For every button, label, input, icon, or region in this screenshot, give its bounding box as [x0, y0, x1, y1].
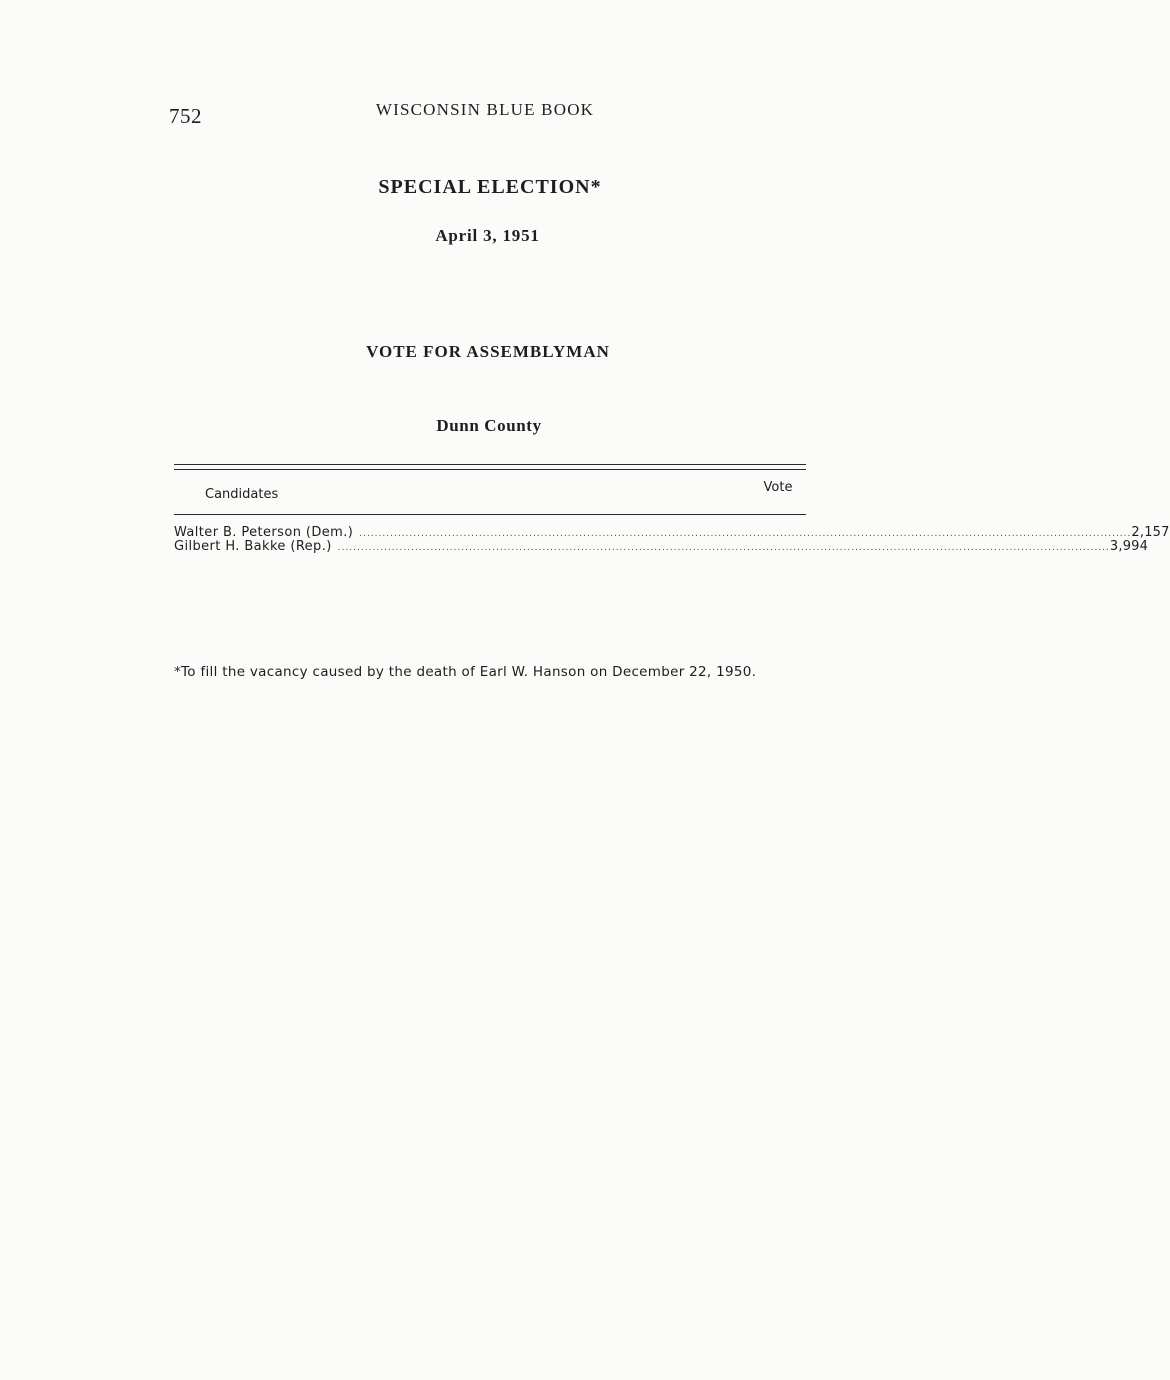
section-title: VOTE FOR ASSEMBLYMAN: [366, 342, 610, 361]
candidate-name: Walter B. Peterson (Dem.): [174, 525, 354, 540]
table-row: [174, 539, 1149, 554]
county-heading: Dunn County: [436, 416, 542, 435]
footnote: *To fill the vacancy caused by the death of Earl W. Hanson on December 22, 1950.: [174, 664, 757, 680]
table-header-rule: [174, 514, 806, 515]
column-header-candidates: Candidates: [205, 487, 279, 502]
results-table: [174, 525, 1170, 554]
vote-count: 3,994: [1109, 539, 1149, 554]
table-row: [174, 525, 1170, 540]
dot-leader: ........................................................................................................................................................................................................: [359, 529, 1132, 539]
page-title: SPECIAL ELECTION*: [378, 176, 602, 198]
running-head: WISCONSIN BLUE BOOK: [375, 100, 595, 119]
candidate-name: Gilbert H. Bakke (Rep.): [174, 539, 332, 554]
table-top-rule: [174, 464, 806, 470]
column-header-vote: Vote: [763, 480, 793, 495]
page-number: 752: [169, 104, 202, 128]
vote-count: 2,157: [1131, 525, 1170, 540]
dot-leader: ........................................................................................................................................................................................................: [337, 543, 1110, 553]
election-date: April 3, 1951: [435, 226, 540, 245]
